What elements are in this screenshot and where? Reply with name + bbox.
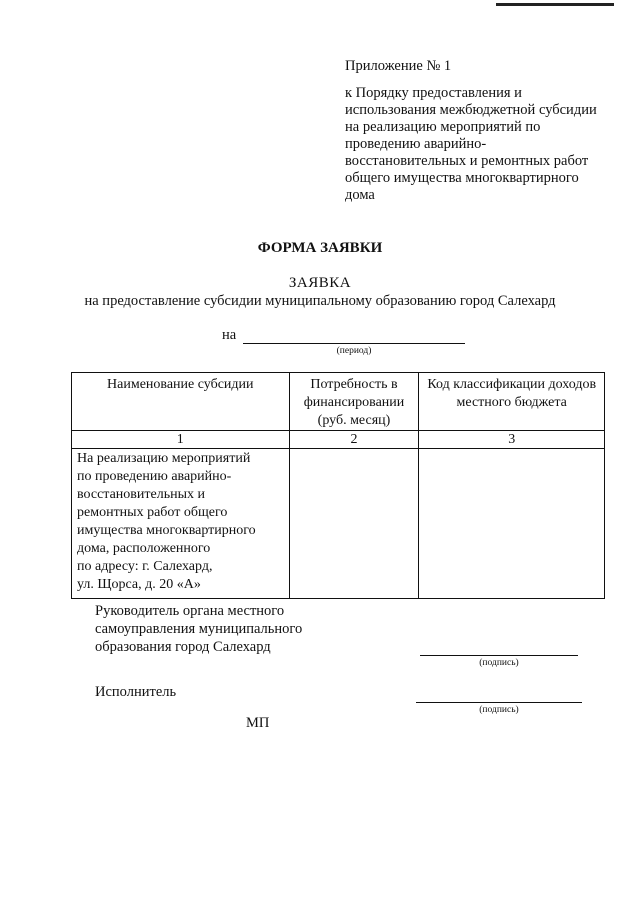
column-number-1: 1 (72, 431, 290, 449)
period-underline (243, 343, 465, 344)
appendix-number: Приложение № 1 (345, 58, 452, 74)
classification-code-cell (419, 449, 605, 599)
stamp-placeholder: МП (246, 715, 270, 731)
table-column-numbers-row (72, 431, 605, 449)
header-subsidy-name: Наименование субсидии (72, 373, 290, 431)
period-prefix: на (222, 327, 237, 343)
form-title: ФОРМА ЗАЯВКИ (257, 240, 383, 256)
column-number-3: 3 (419, 431, 605, 449)
header-classification-code: Код классификации доходов местного бюджета (419, 373, 605, 431)
executor-signature-line (416, 702, 582, 703)
executor-label: Исполнитель (95, 684, 177, 700)
period-caption: (период) (336, 346, 372, 356)
column-number-2: 2 (289, 431, 419, 449)
request-subtitle: на предоставление субсидии муниципальному образованию город Салехард (84, 293, 556, 309)
financing-need-cell (289, 449, 419, 599)
scan-artifact-mark (496, 3, 614, 6)
header-financing-need: Потребность в финансировании (руб. месяц) (289, 373, 419, 431)
request-title: ЗАЯВКА (288, 275, 352, 291)
subsidy-table (71, 372, 605, 599)
subsidy-name-cell: На реализацию мероприятий по проведению аварийно- восстановительных и ремонтных работ общего имущества многоквартирного дома, расположенного по адресу: г. Салехард, ул. Щорса, д. 20 «А» (72, 449, 290, 599)
appendix-note (345, 58, 625, 204)
table-row (72, 449, 605, 599)
head-signature-line (420, 655, 578, 656)
head-of-authority-label: Руководитель органа местного самоуправления муниципального образования город Салехард (95, 603, 303, 655)
head-signature-caption: (подпись) (479, 658, 519, 668)
appendix-text: к Порядку предоставления и использования межбюджетной субсидии на реализацию мероприятий по проведению аварийно- восстановительных и ремонтных работ общего имущества многоквартирного дома (345, 85, 597, 203)
executor-signature-caption: (подпись) (479, 705, 519, 715)
table-header-row (72, 373, 605, 431)
